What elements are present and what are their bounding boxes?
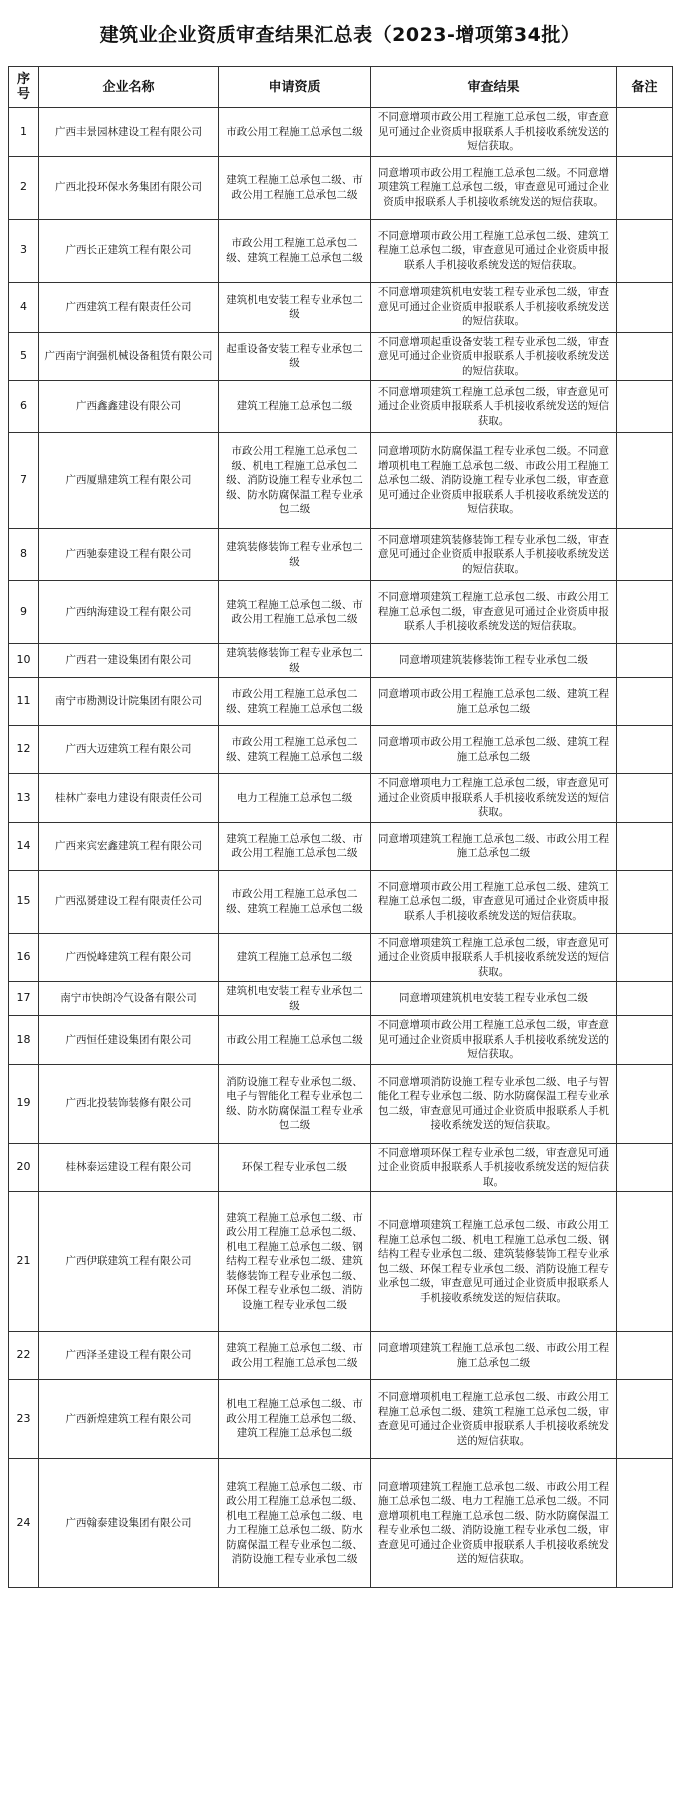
row-applied-qualification: 建筑工程施工总承包二级、市政公用工程施工总承包二级 (219, 822, 371, 870)
row-review-result: 不同意增项建筑机电安装工程专业承包二级，审查意见可通过企业资质申报联系人手机接收系统发送的短信获取。 (371, 282, 617, 332)
row-serial-number: 12 (9, 726, 39, 774)
row-company-name: 广西大迈建筑工程有限公司 (39, 726, 219, 774)
row-serial-number: 20 (9, 1143, 39, 1192)
row-applied-qualification: 建筑机电安装工程专业承包二级 (219, 982, 371, 1016)
row-company-name: 广西长正建筑工程有限公司 (39, 219, 219, 282)
row-remarks (617, 774, 673, 823)
row-applied-qualification: 建筑装修装饰工程专业承包二级 (219, 529, 371, 581)
table-row (9, 1380, 673, 1459)
row-serial-number: 3 (9, 219, 39, 282)
header-remarks: 备注 (617, 67, 673, 108)
row-remarks (617, 726, 673, 774)
row-remarks (617, 644, 673, 678)
row-applied-qualification: 市政公用工程施工总承包二级、机电工程施工总承包二级、消防设施工程专业承包二级、防水防腐保温工程专业承包二级 (219, 433, 371, 529)
qualification-review-table (8, 66, 673, 1588)
row-remarks (617, 1016, 673, 1065)
table-row (9, 108, 673, 157)
row-review-result: 不同意增项环保工程专业承包二级，审查意见可通过企业资质申报联系人手机接收系统发送的短信获取。 (371, 1143, 617, 1192)
row-serial-number: 24 (9, 1459, 39, 1588)
row-serial-number: 5 (9, 332, 39, 381)
header-review-result: 审查结果 (371, 67, 617, 108)
row-review-result: 不同意增项市政公用工程施工总承包二级，审查意见可通过企业资质申报联系人手机接收系统发送的短信获取。 (371, 1016, 617, 1065)
row-company-name: 广西君一建设集团有限公司 (39, 644, 219, 678)
row-serial-number: 9 (9, 581, 39, 644)
row-serial-number: 10 (9, 644, 39, 678)
row-review-result: 不同意增项起重设备安装工程专业承包二级，审查意见可通过企业资质申报联系人手机接收系统发送的短信获取。 (371, 332, 617, 381)
table-row (9, 726, 673, 774)
table-row (9, 1459, 673, 1588)
row-applied-qualification: 市政公用工程施工总承包二级、建筑工程施工总承包二级 (219, 219, 371, 282)
row-company-name: 广西厦鼎建筑工程有限公司 (39, 433, 219, 529)
row-review-result: 不同意增项市政公用工程施工总承包二级，审查意见可通过企业资质申报联系人手机接收系统发送的短信获取。 (371, 108, 617, 157)
table-row (9, 982, 673, 1016)
row-applied-qualification: 建筑工程施工总承包二级、市政公用工程施工总承包二级 (219, 581, 371, 644)
row-company-name: 广西纳海建设工程有限公司 (39, 581, 219, 644)
row-applied-qualification: 市政公用工程施工总承包二级、建筑工程施工总承包二级 (219, 870, 371, 933)
table-row (9, 678, 673, 726)
row-applied-qualification: 市政公用工程施工总承包二级 (219, 1016, 371, 1065)
row-company-name: 广西伊联建筑工程有限公司 (39, 1192, 219, 1332)
row-remarks (617, 1332, 673, 1380)
row-applied-qualification: 建筑工程施工总承包二级、市政公用工程施工总承包二级、机电工程施工总承包二级、电力工程施工总承包二级、防水防腐保温工程专业承包二级、消防设施工程专业承包二级 (219, 1459, 371, 1588)
row-company-name: 广西北投环保水务集团有限公司 (39, 156, 219, 219)
row-applied-qualification: 建筑工程施工总承包二级 (219, 933, 371, 982)
row-remarks (617, 822, 673, 870)
table-body (9, 108, 673, 1588)
row-company-name: 广西新煌建筑工程有限公司 (39, 1380, 219, 1459)
table-row (9, 219, 673, 282)
row-company-name: 广西泽圣建设工程有限公司 (39, 1332, 219, 1380)
row-applied-qualification: 建筑机电安装工程专业承包二级 (219, 282, 371, 332)
table-row (9, 933, 673, 982)
row-applied-qualification: 建筑工程施工总承包二级、市政公用工程施工总承包二级 (219, 156, 371, 219)
row-review-result: 同意增项市政公用工程施工总承包二级、建筑工程施工总承包二级 (371, 726, 617, 774)
row-serial-number: 4 (9, 282, 39, 332)
row-remarks (617, 282, 673, 332)
row-serial-number: 23 (9, 1380, 39, 1459)
row-company-name: 桂林泰运建设工程有限公司 (39, 1143, 219, 1192)
row-remarks (617, 1459, 673, 1588)
row-review-result: 不同意增项建筑工程施工总承包二级，审查意见可通过企业资质申报联系人手机接收系统发送的短信获取。 (371, 381, 617, 433)
header-serial-number: 序号 (9, 67, 39, 108)
row-review-result: 同意增项建筑工程施工总承包二级、市政公用工程施工总承包二级、电力工程施工总承包二级。不同意增项机电工程施工总承包二级、防水防腐保温工程专业承包二级、消防设施工程专业承包二级，审查意见可通过企业资质申报联系人手机接收系统发送的短信获取。 (371, 1459, 617, 1588)
row-remarks (617, 219, 673, 282)
row-remarks (617, 1192, 673, 1332)
row-applied-qualification: 环保工程专业承包二级 (219, 1143, 371, 1192)
row-company-name: 桂林广泰电力建设有限责任公司 (39, 774, 219, 823)
row-company-name: 南宁市快朗冷气设备有限公司 (39, 982, 219, 1016)
row-remarks (617, 156, 673, 219)
row-review-result: 不同意增项建筑装修装饰工程专业承包二级，审查意见可通过企业资质申报联系人手机接收系统发送的短信获取。 (371, 529, 617, 581)
table-row (9, 156, 673, 219)
row-company-name: 广西丰景园林建设工程有限公司 (39, 108, 219, 157)
row-remarks (617, 332, 673, 381)
row-review-result: 不同意增项建筑工程施工总承包二级，审查意见可通过企业资质申报联系人手机接收系统发送的短信获取。 (371, 933, 617, 982)
row-remarks (617, 933, 673, 982)
row-company-name: 广西来宾宏鑫建筑工程有限公司 (39, 822, 219, 870)
row-serial-number: 1 (9, 108, 39, 157)
row-remarks (617, 870, 673, 933)
row-review-result: 不同意增项建筑工程施工总承包二级、市政公用工程施工总承包二级，审查意见可通过企业资质申报联系人手机接收系统发送的短信获取。 (371, 581, 617, 644)
table-row (9, 433, 673, 529)
row-review-result: 同意增项建筑工程施工总承包二级、市政公用工程施工总承包二级 (371, 822, 617, 870)
row-serial-number: 8 (9, 529, 39, 581)
row-applied-qualification: 市政公用工程施工总承包二级 (219, 108, 371, 157)
row-review-result: 同意增项建筑机电安装工程专业承包二级 (371, 982, 617, 1016)
row-review-result: 同意增项建筑装修装饰工程专业承包二级 (371, 644, 617, 678)
row-serial-number: 17 (9, 982, 39, 1016)
table-row (9, 1016, 673, 1065)
row-review-result: 同意增项市政公用工程施工总承包二级、建筑工程施工总承包二级 (371, 678, 617, 726)
row-applied-qualification: 建筑工程施工总承包二级、市政公用工程施工总承包二级、机电工程施工总承包二级、钢结构工程专业承包二级、建筑装修装饰工程专业承包二级、环保工程专业承包二级、消防设施工程专业承包二级 (219, 1192, 371, 1332)
row-company-name: 广西恒任建设集团有限公司 (39, 1016, 219, 1065)
row-remarks (617, 108, 673, 157)
row-applied-qualification: 电力工程施工总承包二级 (219, 774, 371, 823)
table-row (9, 1332, 673, 1380)
row-review-result: 不同意增项电力工程施工总承包二级，审查意见可通过企业资质申报联系人手机接收系统发送的短信获取。 (371, 774, 617, 823)
table-row (9, 1064, 673, 1143)
row-review-result: 同意增项市政公用工程施工总承包二级。不同意增项建筑工程施工总承包二级，审查意见可通过企业资质申报联系人手机接收系统发送的短信获取。 (371, 156, 617, 219)
row-applied-qualification: 建筑工程施工总承包二级 (219, 381, 371, 433)
row-review-result: 不同意增项市政公用工程施工总承包二级、建筑工程施工总承包二级，审查意见可通过企业资质申报联系人手机接收系统发送的短信获取。 (371, 870, 617, 933)
row-applied-qualification: 起重设备安装工程专业承包二级 (219, 332, 371, 381)
row-applied-qualification: 市政公用工程施工总承包二级、建筑工程施工总承包二级 (219, 678, 371, 726)
row-serial-number: 19 (9, 1064, 39, 1143)
row-review-result: 不同意增项市政公用工程施工总承包二级、建筑工程施工总承包二级，审查意见可通过企业资质申报联系人手机接收系统发送的短信获取。 (371, 219, 617, 282)
row-review-result: 不同意增项消防设施工程专业承包二级、电子与智能化工程专业承包二级、防水防腐保温工程专业承包二级，审查意见可通过企业资质申报联系人手机接收系统发送的短信获取。 (371, 1064, 617, 1143)
table-row (9, 332, 673, 381)
row-remarks (617, 1380, 673, 1459)
table-row (9, 822, 673, 870)
table-row (9, 581, 673, 644)
row-serial-number: 15 (9, 870, 39, 933)
header-company-name: 企业名称 (39, 67, 219, 108)
row-applied-qualification: 建筑工程施工总承包二级、市政公用工程施工总承包二级 (219, 1332, 371, 1380)
row-serial-number: 16 (9, 933, 39, 982)
row-serial-number: 13 (9, 774, 39, 823)
row-review-result: 不同意增项建筑工程施工总承包二级、市政公用工程施工总承包二级、机电工程施工总承包二级、钢结构工程专业承包二级、建筑装修装饰工程专业承包二级、环保工程专业承包二级、消防设施工程专业承包二级，审查意见可通过企业资质申报联系人手机接收系统发送的短信获取。 (371, 1192, 617, 1332)
row-remarks (617, 1064, 673, 1143)
row-remarks (617, 982, 673, 1016)
table-row (9, 644, 673, 678)
table-header-row (9, 67, 673, 108)
table-row (9, 1192, 673, 1332)
table-row (9, 282, 673, 332)
row-serial-number: 2 (9, 156, 39, 219)
row-remarks (617, 581, 673, 644)
row-remarks (617, 381, 673, 433)
row-serial-number: 6 (9, 381, 39, 433)
row-applied-qualification: 机电工程施工总承包二级、市政公用工程施工总承包二级、建筑工程施工总承包二级 (219, 1380, 371, 1459)
header-applied-qualification: 申请资质 (219, 67, 371, 108)
row-company-name: 广西建筑工程有限责任公司 (39, 282, 219, 332)
row-applied-qualification: 市政公用工程施工总承包二级、建筑工程施工总承包二级 (219, 726, 371, 774)
row-company-name: 广西驰泰建设工程有限公司 (39, 529, 219, 581)
row-serial-number: 22 (9, 1332, 39, 1380)
row-serial-number: 21 (9, 1192, 39, 1332)
row-company-name: 广西鑫鑫建设有限公司 (39, 381, 219, 433)
row-review-result: 同意增项防水防腐保温工程专业承包二级。不同意增项机电工程施工总承包二级、市政公用工程施工总承包二级、消防设施工程专业承包二级，审查意见可通过企业资质申报联系人手机接收系统发送的短信获取。 (371, 433, 617, 529)
row-serial-number: 11 (9, 678, 39, 726)
row-company-name: 广西翰泰建设集团有限公司 (39, 1459, 219, 1588)
row-serial-number: 14 (9, 822, 39, 870)
table-row (9, 870, 673, 933)
row-serial-number: 18 (9, 1016, 39, 1065)
table-row (9, 529, 673, 581)
row-remarks (617, 433, 673, 529)
row-review-result: 同意增项建筑工程施工总承包二级、市政公用工程施工总承包二级 (371, 1332, 617, 1380)
row-remarks (617, 1143, 673, 1192)
row-company-name: 广西泓赟建设工程有限责任公司 (39, 870, 219, 933)
row-remarks (617, 678, 673, 726)
row-company-name: 广西南宁润强机械设备租赁有限公司 (39, 332, 219, 381)
row-applied-qualification: 建筑装修装饰工程专业承包二级 (219, 644, 371, 678)
row-applied-qualification: 消防设施工程专业承包二级、电子与智能化工程专业承包二级、防水防腐保温工程专业承包二级 (219, 1064, 371, 1143)
row-serial-number: 7 (9, 433, 39, 529)
row-company-name: 广西悦峰建筑工程有限公司 (39, 933, 219, 982)
table-row (9, 381, 673, 433)
document-title: 建筑业企业资质审查结果汇总表（2023-增项第34批） (99, 24, 581, 46)
row-company-name: 南宁市勘测设计院集团有限公司 (39, 678, 219, 726)
row-review-result: 不同意增项机电工程施工总承包二级、市政公用工程施工总承包二级、建筑工程施工总承包二级，审查意见可通过企业资质申报联系人手机接收系统发送的短信获取。 (371, 1380, 617, 1459)
row-remarks (617, 529, 673, 581)
row-company-name: 广西北投装饰装修有限公司 (39, 1064, 219, 1143)
table-row (9, 774, 673, 823)
table-row (9, 1143, 673, 1192)
